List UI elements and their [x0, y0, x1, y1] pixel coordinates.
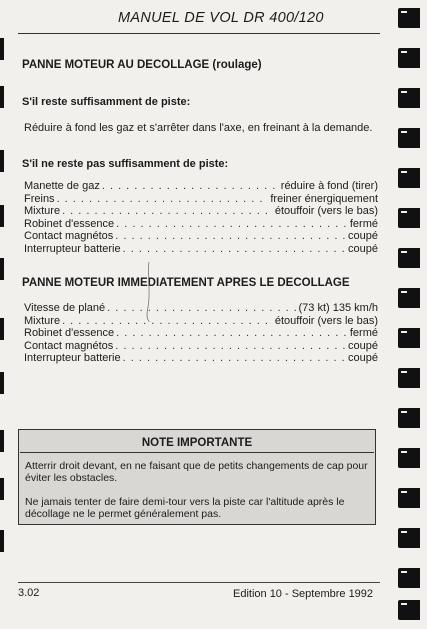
- checklist-row: [24, 230, 378, 243]
- checklist-row: [24, 340, 378, 353]
- checklist-item-value: (73 kt) 135 km/h: [298, 302, 378, 314]
- margin-tick: [0, 258, 4, 280]
- dot-leader: [57, 193, 269, 206]
- binding-ring: [398, 408, 420, 428]
- margin-tick: [0, 430, 4, 452]
- checklist-item-value: fermé: [349, 327, 378, 339]
- checklist-after-takeoff: [24, 302, 378, 365]
- important-note-box: [18, 429, 376, 525]
- checklist-row: [24, 302, 378, 315]
- checklist-item-label: Contact magnétos: [24, 230, 114, 242]
- binding-ring: [398, 448, 420, 468]
- checklist-row: [24, 180, 378, 193]
- checklist-item-label: Mixture: [24, 205, 61, 217]
- binding-ring: [398, 168, 420, 188]
- pencil-mark: [146, 262, 152, 322]
- margin-tick: [0, 318, 4, 340]
- binding-ring: [398, 208, 420, 228]
- checklist-item-label: Freins: [24, 192, 55, 205]
- dot-leader: [115, 230, 346, 243]
- binding-ring: [398, 88, 420, 108]
- dot-leader: [116, 218, 348, 231]
- note-title: NOTE IMPORTANTE: [141, 437, 253, 449]
- page-header-title: MANUEL DE VOL DR 400/120: [118, 10, 324, 26]
- binding-ring: [398, 600, 420, 620]
- checklist-item-label: Mixture: [24, 314, 61, 327]
- checklist-item-value: coupé: [348, 230, 378, 242]
- checklist-item-value: freiner énergiquement: [270, 192, 378, 205]
- edition-label: Edition 10 - Septembre 1992: [233, 588, 374, 600]
- margin-tick: [0, 205, 4, 227]
- binding-ring: [398, 328, 420, 348]
- checklist-row: [24, 205, 378, 218]
- binding-ring: [398, 488, 420, 508]
- dot-leader: [115, 340, 346, 353]
- checklist-row: [24, 315, 378, 328]
- checklist-row: [24, 243, 378, 256]
- checklist-row: [24, 327, 378, 340]
- section-1-sub-1-heading: S'il reste suffisamment de piste:: [22, 96, 191, 108]
- checklist-item-value: coupé: [348, 242, 378, 255]
- binding-ring: [398, 48, 420, 68]
- margin-tick: [0, 372, 4, 394]
- checklist-item-value: fermé: [349, 217, 378, 230]
- checklist-row: [24, 218, 378, 231]
- checklist-item-label: Contact magnétos: [24, 339, 114, 352]
- checklist-item-label: Vitesse de plané: [24, 302, 106, 314]
- section-1-sub-2-heading: S'il ne reste pas suffisamment de piste:: [22, 158, 229, 170]
- binding-ring: [398, 288, 420, 308]
- binding-ring: [398, 568, 420, 588]
- margin-tick: [0, 478, 4, 500]
- spiral-binding: [398, 0, 427, 629]
- dot-leader: [102, 180, 279, 193]
- note-paragraph-2: Ne jamais tenter de faire demi-tour vers la piste car l'altitude après le décollage ne le permet généralement pas.: [25, 496, 345, 520]
- page-number: 3.02: [18, 587, 40, 599]
- checklist-item-value: réduire à fond (tirer): [280, 180, 378, 192]
- binding-ring: [398, 128, 420, 148]
- margin-tick: [0, 530, 4, 552]
- binding-ring: [398, 248, 420, 268]
- checklist-item-value: étouffoir (vers le bas): [274, 314, 378, 327]
- checklist-row: [24, 352, 378, 365]
- margin-tick: [0, 86, 4, 108]
- dot-leader: [123, 352, 346, 365]
- checklist-row: [24, 193, 378, 206]
- header-rule: [18, 33, 380, 34]
- dot-leader: [62, 315, 273, 328]
- checklist-item-label: Interrupteur batterie: [24, 352, 121, 364]
- dot-leader: [62, 205, 273, 218]
- dot-leader: [123, 243, 346, 256]
- checklist-item-label: Interrupteur batterie: [24, 242, 121, 255]
- note-title-rule: [20, 452, 374, 453]
- checklist-item-value: coupé: [348, 339, 378, 352]
- binding-ring: [398, 528, 420, 548]
- dot-leader: [116, 327, 348, 340]
- dot-leader: [107, 302, 296, 315]
- binding-ring: [398, 368, 420, 388]
- binding-ring: [398, 8, 420, 28]
- checklist-item-value: coupé: [348, 352, 378, 364]
- margin-tick: [0, 38, 4, 60]
- margin-tick: [0, 150, 4, 172]
- section-1-title: PANNE MOTEUR AU DECOLLAGE (roulage): [22, 59, 262, 71]
- checklist-item-label: Manette de gaz: [24, 180, 100, 192]
- checklist-item-value: étouffoir (vers le bas): [274, 205, 378, 217]
- section-2-title: PANNE MOTEUR IMMEDIATEMENT APRES LE DECOLLAGE: [22, 277, 350, 289]
- section-1-sub-1-text: Réduire à fond les gaz et s'arrêter dans l'axe, en freinant à la demande.: [24, 122, 373, 134]
- note-paragraph-1: Atterrir droit devant, en ne faisant que de petits changements de cap pour éviter les obstacles.: [25, 460, 368, 484]
- checklist-item-label: Robinet d'essence: [24, 327, 115, 339]
- checklist-takeoff-roll: [24, 180, 378, 255]
- footer-rule: [18, 582, 380, 583]
- checklist-item-label: Robinet d'essence: [24, 217, 115, 230]
